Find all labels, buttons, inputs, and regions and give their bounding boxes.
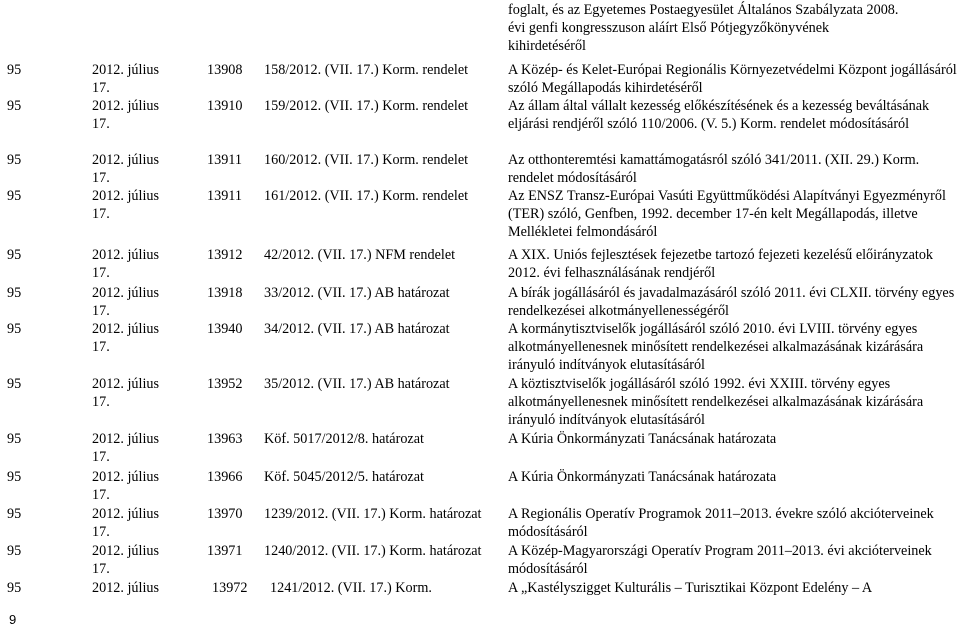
- act-reference: 33/2012. (VII. 17.) AB határozat: [264, 285, 450, 301]
- page-number: 13970: [207, 506, 243, 522]
- page-number: 13912: [207, 247, 243, 263]
- issue-number: 95: [7, 152, 22, 168]
- issue-date: 2012. július 17.: [92, 188, 160, 222]
- issue-number: 95: [7, 580, 22, 596]
- issue-date: 2012. július 17.: [92, 431, 160, 465]
- issue-number: 95: [7, 188, 22, 204]
- issue-number: 95: [7, 247, 22, 263]
- act-reference: Köf. 5017/2012/8. határozat: [264, 431, 424, 447]
- page-number: 13952: [207, 376, 243, 392]
- act-title: A bírák jogállásáról és javadalmazásáról szóló 2011. évi CLXII. törvény egyes rendelkezései alkotmányellenességéről: [508, 285, 955, 319]
- page-footer-number: 9: [9, 612, 17, 627]
- issue-date: 2012. július 17.: [92, 469, 160, 503]
- continued-line: évi genfi kongresszuson aláírt Első Pótjegyzőkönyvének: [508, 20, 830, 36]
- issue-date: 2012. július 17.: [92, 285, 160, 319]
- act-title: A Kúria Önkormányzati Tanácsának határozata: [508, 469, 777, 485]
- act-reference: 1241/2012. (VII. 17.) Korm.: [270, 580, 432, 596]
- issue-date: 2012. július 17.: [92, 506, 160, 540]
- page-number: 13940: [207, 321, 243, 337]
- act-reference: 159/2012. (VII. 17.) Korm. rendelet: [264, 98, 469, 114]
- page-number: 13963: [207, 431, 243, 447]
- issue-number: 95: [7, 431, 22, 447]
- act-title: A Kúria Önkormányzati Tanácsának határozata: [508, 431, 777, 447]
- act-title: Az állam által vállalt kezesség előkészítésének és a kezesség beváltásának eljárási rendjéről szóló 110/2006. (V. 5.) Korm. rendelet módosításáról: [508, 98, 930, 132]
- continued-line: kihirdetéséről: [508, 38, 587, 54]
- act-reference: 158/2012. (VII. 17.) Korm. rendelet: [264, 62, 469, 78]
- issue-number: 95: [7, 543, 22, 559]
- act-title: Az ENSZ Transz-Európai Vasúti Együttműködési Alapítványi Egyezményről (TER) szóló, Genfben, 1992. december 17-én kelt Megállapodás, illetve Mellékletei felmondásáról: [508, 188, 946, 240]
- page-number: 13918: [207, 285, 243, 301]
- issue-date: 2012. július: [92, 580, 160, 596]
- act-title: A Regionális Operatív Programok 2011–2013. évekre szóló akcióterveinek módosításáról: [508, 506, 934, 540]
- page-number: 13908: [207, 62, 243, 78]
- issue-date: 2012. július 17.: [92, 321, 160, 355]
- issue-date: 2012. július 17.: [92, 152, 160, 186]
- issue-number: 95: [7, 98, 22, 114]
- page-number: 13966: [207, 469, 243, 485]
- act-reference: 42/2012. (VII. 17.) NFM rendelet: [264, 247, 456, 263]
- act-title: A Közép- és Kelet-Európai Regionális Környezetvédelmi Központ jogállásáról szóló Megállapodás kihirdetéséről: [508, 62, 957, 96]
- issue-date: 2012. július 17.: [92, 543, 160, 577]
- act-reference: 35/2012. (VII. 17.) AB határozat: [264, 376, 450, 392]
- issue-number: 95: [7, 506, 22, 522]
- page-number: 13911: [207, 152, 242, 168]
- issue-date: 2012. július 17.: [92, 62, 160, 96]
- continued-title-text: [508, 1, 958, 55]
- issue-number: 95: [7, 285, 22, 301]
- act-title: Az otthonteremtési kamattámogatásról szóló 341/2011. (XII. 29.) Korm. rendelet módosításáról: [508, 152, 920, 186]
- issue-date: 2012. július 17.: [92, 98, 160, 132]
- act-title: A XIX. Uniós fejlesztések fejezetbe tartozó fejezeti kezelésű előirányzatok 2012. évi felhasználásának rendjéről: [508, 247, 934, 281]
- page-number: 13972: [212, 580, 248, 596]
- page-number: 13911: [207, 188, 242, 204]
- issue-number: 95: [7, 62, 22, 78]
- act-title: A „Kastélyszigget Kulturális – Turisztikai Központ Edelény – A: [508, 580, 873, 596]
- act-title: A köztisztviselők jogállásáról szóló 1992. évi XXIII. törvény egyes alkotmányellenesnek minősített rendelkezései alkalmazásának kizárására irányuló indítványok elutasításáról: [508, 376, 924, 428]
- act-title: A Közép-Magyarországi Operatív Program 2011–2013. évi akcióterveinek módosításáról: [508, 543, 932, 577]
- act-reference: Köf. 5045/2012/5. határozat: [264, 469, 424, 485]
- issue-number: 95: [7, 376, 22, 392]
- act-reference: 160/2012. (VII. 17.) Korm. rendelet: [264, 152, 469, 168]
- page-number: 13971: [207, 543, 243, 559]
- act-reference: 1239/2012. (VII. 17.) Korm. határozat: [264, 506, 482, 522]
- act-reference: 161/2012. (VII. 17.) Korm. rendelet: [264, 188, 469, 204]
- issue-number: 95: [7, 321, 22, 337]
- issue-date: 2012. július 17.: [92, 247, 160, 281]
- continued-line: foglalt, és az Egyetemes Postaegyesület Általános Szabályzata 2008.: [508, 2, 899, 18]
- page-number: 13910: [207, 98, 243, 114]
- act-reference: 34/2012. (VII. 17.) AB határozat: [264, 321, 450, 337]
- act-reference: 1240/2012. (VII. 17.) Korm. határozat: [264, 543, 482, 559]
- issue-number: 95: [7, 469, 22, 485]
- issue-date: 2012. július 17.: [92, 376, 160, 410]
- act-title: A kormánytisztviselők jogállásáról szóló 2010. évi LVIII. törvény egyes alkotmányellenesnek minősített rendelkezései alkalmazásának kizárására irányuló indítványok elutasításáról: [508, 321, 924, 373]
